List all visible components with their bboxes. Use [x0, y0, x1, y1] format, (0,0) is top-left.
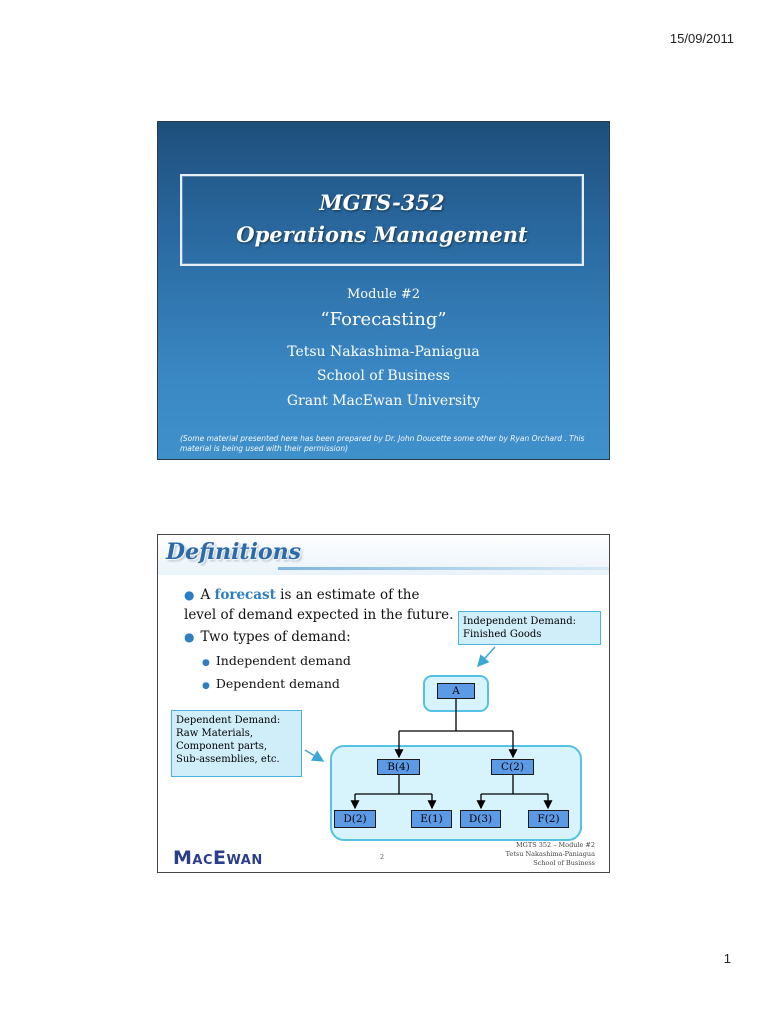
sub-bullet-independent: ● Independent demand: [202, 653, 351, 668]
pointer-independent: [478, 647, 495, 666]
module-topic: “Forecasting”: [320, 309, 447, 330]
bullet-forecast-definition: ● A forecast is an estimate of the level of demand expected in the future.: [184, 587, 454, 623]
definitions-slide: [157, 534, 610, 873]
node-b: B(4): [377, 759, 420, 775]
slide-title: Definitions: [166, 539, 301, 565]
school-name: School of Business: [317, 368, 450, 384]
node-a: A: [437, 683, 475, 699]
macewan-logo: MACEWAN: [173, 847, 263, 869]
university-name: Grant MacEwan University: [286, 393, 481, 409]
course-title: Operations Management: [236, 222, 528, 247]
callout-independent-demand: Independent Demand: Finished Goods: [458, 611, 601, 645]
course-code: MGTS-352: [319, 190, 445, 215]
pointer-dependent: [305, 750, 323, 761]
bullet-dot-icon: ●: [184, 588, 195, 602]
bullet-dot-icon: ●: [184, 630, 195, 644]
page-number: 1: [723, 951, 731, 966]
slide-number: 2: [380, 853, 385, 861]
attribution-note: (Some material presented here has been prepared by Dr. John Doucette some other by Ryan Orchard . This material is being used with their permission): [180, 434, 585, 453]
slide-footer: MGTS 352 – Module #2 Tetsu Nakashima-Paniagua School of Business: [505, 841, 595, 867]
author-name: Tetsu Nakashima-Paniagua: [287, 344, 480, 360]
sub-bullet-dot-icon: ●: [202, 658, 210, 668]
node-f: F(2): [528, 810, 569, 828]
sub-bullet-dot-icon: ●: [202, 681, 210, 691]
title-box: [180, 174, 584, 266]
bullet-demand-types: ● Two types of demand:: [184, 629, 351, 645]
node-c: C(2): [491, 759, 534, 775]
title-slide: [157, 121, 610, 460]
node-d-left: D(2): [334, 810, 376, 828]
forecast-keyword: forecast: [214, 587, 276, 603]
node-e: E(1): [411, 810, 452, 828]
module-label: Module #2: [347, 287, 420, 302]
callout-dependent-demand: Dependent Demand: Raw Materials, Component parts, Sub-assemblies, etc.: [171, 710, 302, 777]
sub-bullet-dependent: ● Dependent demand: [202, 676, 340, 691]
node-d-right: D(3): [460, 810, 501, 828]
page-date: 15/09/2011: [669, 31, 734, 46]
